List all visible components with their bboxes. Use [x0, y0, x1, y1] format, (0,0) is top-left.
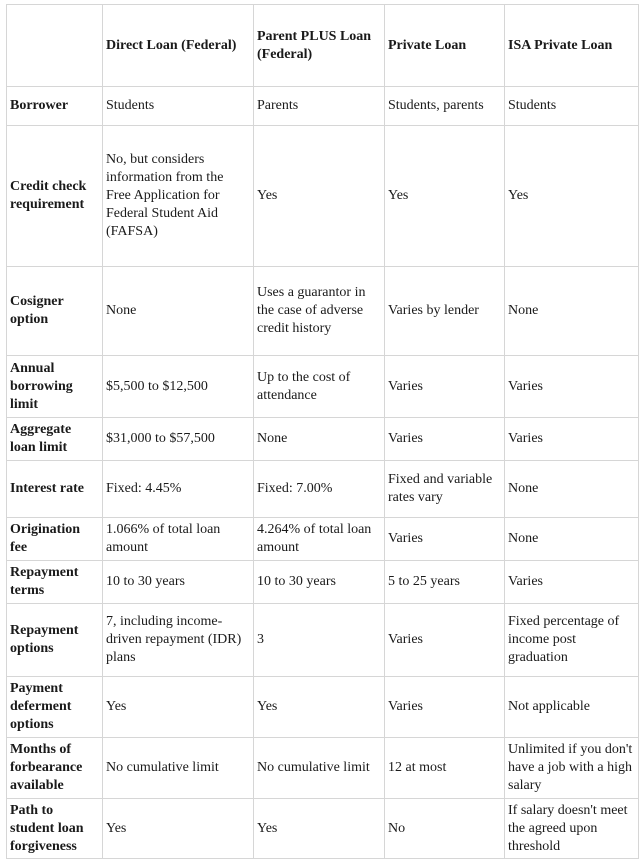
table-cell: 4.264% of total loan amount	[254, 518, 385, 561]
table-cell: Yes	[505, 126, 639, 267]
table-cell: Varies	[505, 561, 639, 604]
table-row	[7, 87, 639, 126]
table-cell: 5 to 25 years	[385, 561, 505, 604]
table-cell: Students, parents	[385, 87, 505, 126]
header-private-loan: Private Loan	[385, 5, 505, 87]
table-cell: If salary doesn't meet the agreed upon threshold	[505, 799, 639, 859]
table-cell: Fixed: 7.00%	[254, 461, 385, 518]
table-cell: $31,000 to $57,500	[103, 418, 254, 461]
table-cell: No cumulative limit	[103, 738, 254, 799]
table-cell: Fixed: 4.45%	[103, 461, 254, 518]
table-cell: Varies	[505, 356, 639, 418]
table-row	[7, 267, 639, 356]
row-label: Annual borrowing limit	[7, 356, 103, 418]
row-label: Path to student loan forgiveness	[7, 799, 103, 859]
table-cell: Fixed percentage of income post graduation	[505, 604, 639, 677]
table-cell: None	[103, 267, 254, 356]
table-row	[7, 356, 639, 418]
table-row	[7, 561, 639, 604]
table-cell: Yes	[254, 126, 385, 267]
table-cell: None	[505, 518, 639, 561]
table-row	[7, 799, 639, 859]
table-cell: None	[505, 461, 639, 518]
table-row	[7, 738, 639, 799]
table-cell: None	[505, 267, 639, 356]
row-label: Borrower	[7, 87, 103, 126]
row-label: Repayment terms	[7, 561, 103, 604]
table-row	[7, 518, 639, 561]
table-cell: $5,500 to $12,500	[103, 356, 254, 418]
loan-comparison-table	[6, 4, 639, 859]
table-cell: 10 to 30 years	[254, 561, 385, 604]
table-cell: Varies	[385, 356, 505, 418]
table-cell: No, but considers information from the Free Application for Federal Student Aid (FAFSA)	[103, 126, 254, 267]
table-cell: None	[254, 418, 385, 461]
row-label: Credit check requirement	[7, 126, 103, 267]
table-cell: Yes	[254, 677, 385, 738]
table-cell: Yes	[385, 126, 505, 267]
table-cell: Yes	[103, 677, 254, 738]
table-cell: 7, including income-driven repayment (IDR) plans	[103, 604, 254, 677]
table-cell: No cumulative limit	[254, 738, 385, 799]
row-label: Months of forbearance available	[7, 738, 103, 799]
header-direct-loan: Direct Loan (Federal)	[103, 5, 254, 87]
table-cell: Up to the cost of attendance	[254, 356, 385, 418]
table-cell: Varies by lender	[385, 267, 505, 356]
table-row	[7, 677, 639, 738]
table-cell: Fixed and variable rates vary	[385, 461, 505, 518]
header-isa-private-loan: ISA Private Loan	[505, 5, 639, 87]
row-label: Interest rate	[7, 461, 103, 518]
table-cell: 1.066% of total loan amount	[103, 518, 254, 561]
header-parent-plus-loan: Parent PLUS Loan (Federal)	[254, 5, 385, 87]
table-cell: Not applicable	[505, 677, 639, 738]
table-row	[7, 418, 639, 461]
table-cell: Students	[103, 87, 254, 126]
row-label: Aggregate loan limit	[7, 418, 103, 461]
table-cell: Yes	[254, 799, 385, 859]
table-cell: Varies	[385, 604, 505, 677]
table-cell: 3	[254, 604, 385, 677]
table-row	[7, 126, 639, 267]
table-cell: Parents	[254, 87, 385, 126]
header-row	[7, 5, 639, 87]
table-cell: Uses a guarantor in the case of adverse credit history	[254, 267, 385, 356]
row-label: Repayment options	[7, 604, 103, 677]
table-cell: Varies	[385, 418, 505, 461]
table-row	[7, 461, 639, 518]
table-row	[7, 604, 639, 677]
table-cell: Varies	[505, 418, 639, 461]
row-label: Origination fee	[7, 518, 103, 561]
table-cell: Students	[505, 87, 639, 126]
row-label: Payment deferment options	[7, 677, 103, 738]
header-corner	[7, 5, 103, 87]
table-cell: Varies	[385, 518, 505, 561]
table-cell: 12 at most	[385, 738, 505, 799]
table-cell: No	[385, 799, 505, 859]
table-cell: Unlimited if you don't have a job with a high salary	[505, 738, 639, 799]
table-cell: Varies	[385, 677, 505, 738]
row-label: Cosigner option	[7, 267, 103, 356]
table-cell: 10 to 30 years	[103, 561, 254, 604]
table-cell: Yes	[103, 799, 254, 859]
